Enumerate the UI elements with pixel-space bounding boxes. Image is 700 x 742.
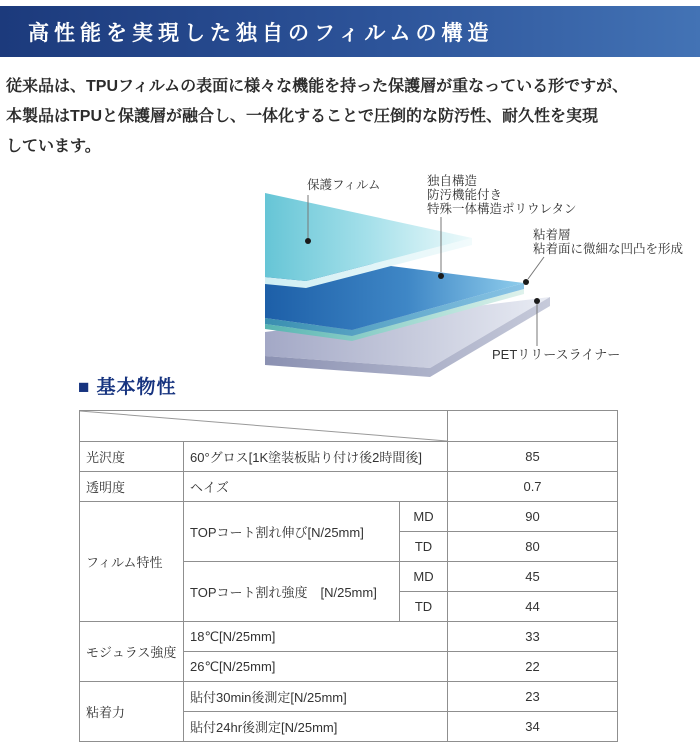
section-marker-icon: ■ bbox=[78, 377, 91, 398]
cell-desc-haze: ヘイズ bbox=[184, 472, 448, 502]
cell-value-modulus-26: 22 bbox=[448, 652, 618, 682]
cell-desc-adhesion-24hr: 貼付24hr後測定[N/25mm] bbox=[184, 712, 448, 742]
section-heading bbox=[78, 372, 177, 399]
cell-desc-gloss: 60°グロス[1K塗装板貼り付け後2時間後] bbox=[184, 442, 448, 472]
cell-category-adhesion: 粘着力 bbox=[80, 682, 184, 742]
cell-value-gloss: 85 bbox=[448, 442, 618, 472]
cell-value-adhesion-30min: 23 bbox=[448, 682, 618, 712]
cell-value-strength-md: 45 bbox=[448, 562, 618, 592]
cell-value-adhesion-24hr: 34 bbox=[448, 712, 618, 742]
label-adhesive-1: 粘着層 bbox=[533, 228, 571, 242]
cell-category-modulus: モジュラス強度 bbox=[80, 622, 184, 682]
label-unique-structure-1: 独自構造 bbox=[427, 174, 478, 188]
table-row-gloss bbox=[80, 442, 618, 472]
header-banner bbox=[0, 6, 700, 57]
intro-paragraph bbox=[6, 72, 696, 162]
cell-category-haze: 透明度 bbox=[80, 472, 184, 502]
cell-value-strength-td: 44 bbox=[448, 592, 618, 622]
label-protect-film: 保護フィルム bbox=[307, 178, 381, 192]
cell-desc-film-elong: TOPコート割れ伸び[N/25mm] bbox=[184, 502, 400, 562]
cell-dir-elong-td: TD bbox=[400, 532, 448, 562]
label-unique-structure-2: 防汚機能付き bbox=[427, 188, 503, 202]
dot-unique bbox=[438, 273, 444, 279]
label-adhesive-2: 粘着面に微細な凹凸を形成 bbox=[533, 242, 684, 256]
product-column-header: ECHELON Headlight PPF bbox=[448, 411, 618, 442]
page-title: 高性能を実現した独自のフィルムの構造 bbox=[28, 20, 494, 45]
label-unique-structure-3: 特殊一体構造ポリウレタン bbox=[427, 202, 577, 216]
dot-liner bbox=[534, 298, 540, 304]
leader-line-adhesive bbox=[528, 257, 544, 279]
cell-desc-modulus-26: 26℃[N/25mm] bbox=[184, 652, 448, 682]
table-header-row bbox=[80, 411, 618, 442]
cell-desc-film-strength: TOPコート割れ強度 [N/25mm] bbox=[184, 562, 400, 622]
intro-line-3: しています。 bbox=[6, 138, 101, 155]
cell-dir-strength-td: TD bbox=[400, 592, 448, 622]
table-row-haze bbox=[80, 472, 618, 502]
cell-desc-adhesion-30min: 貼付30min後測定[N/25mm] bbox=[184, 682, 448, 712]
table-row-film-elong-md bbox=[80, 502, 618, 532]
diagonal-line bbox=[80, 411, 447, 441]
cell-dir-strength-md: MD bbox=[400, 562, 448, 592]
dot-protect bbox=[305, 238, 311, 244]
properties-table bbox=[79, 410, 618, 742]
diagonal-header-cell bbox=[80, 411, 448, 442]
cell-dir-elong-md: MD bbox=[400, 502, 448, 532]
intro-line-2: 本製品はTPUと保護層が融合し、一体化することで圧倒的な防汚性、耐久性を実現 bbox=[6, 108, 599, 125]
cell-category-gloss: 光沢度 bbox=[80, 442, 184, 472]
section-title: 基本物性 bbox=[96, 377, 177, 398]
cell-value-elong-md: 90 bbox=[448, 502, 618, 532]
table-row-adhesion-30min bbox=[80, 682, 618, 712]
cell-value-elong-td: 80 bbox=[448, 532, 618, 562]
label-pet-liner: PETリリースライナー bbox=[492, 347, 621, 362]
cell-value-modulus-18: 33 bbox=[448, 622, 618, 652]
cell-category-film: フィルム特性 bbox=[80, 502, 184, 622]
cell-value-haze: 0.7 bbox=[448, 472, 618, 502]
dot-adhesive bbox=[523, 279, 529, 285]
film-structure-diagram bbox=[0, 170, 700, 385]
table-row-modulus-18 bbox=[80, 622, 618, 652]
cell-desc-modulus-18: 18℃[N/25mm] bbox=[184, 622, 448, 652]
intro-line-1: 従来品は、TPUフィルムの表面に様々な機能を持った保護層が重なっている形ですが、 bbox=[6, 78, 629, 95]
